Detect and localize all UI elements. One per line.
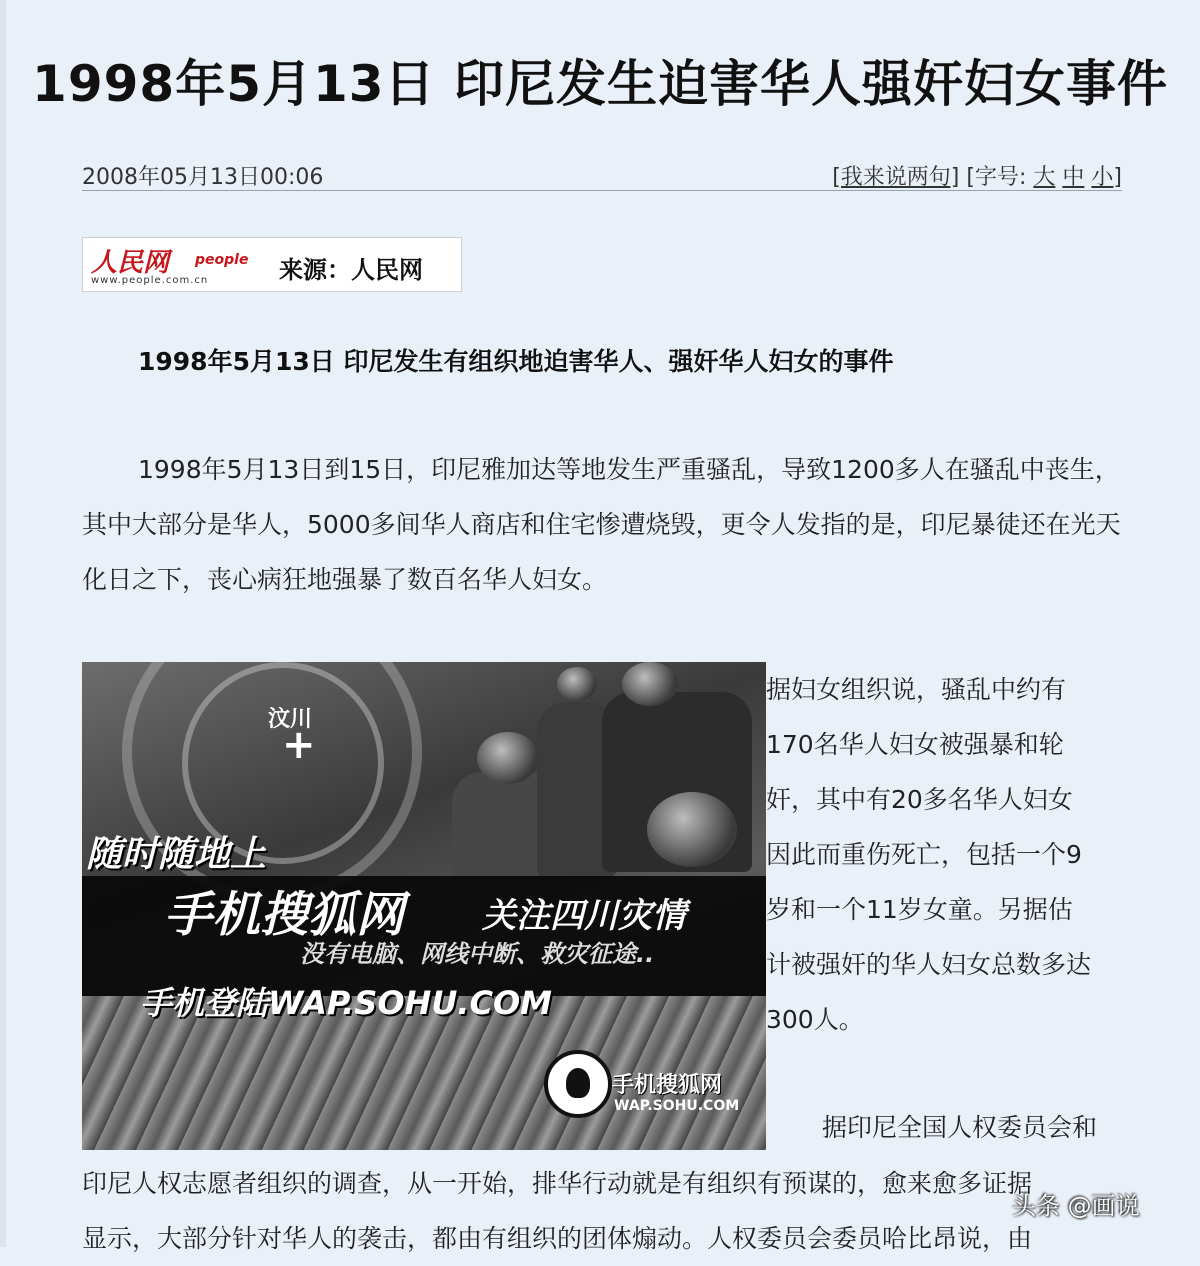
people-logo-url: www.people.com.cn: [91, 275, 209, 286]
paragraph-2-line: 据妇女组织说，骚乱中约有: [766, 675, 1067, 704]
paragraph-1-text: 1998年5月13日到15日，印尼雅加达等地发生严重骚乱，导致1200多人在骚乱中丧生，其中大部分是华人，5000多间华人商店和住宅惨遭烧毁，更令人发指的是，印尼暴徒还在光天化日之下，丧心病狂地强暴了数百名华人妇女。: [82, 455, 1121, 594]
source-box: [82, 237, 462, 292]
paragraph-2: [766, 662, 1126, 1047]
paragraph-3-start: 据印尼全国人权委员会和: [822, 1113, 1098, 1142]
photo-mark-url: WAP.SOHU.COM: [614, 1098, 740, 1114]
font-size-label: [字号:: [966, 165, 1027, 190]
photo-slogan-2: 手机搜狐网: [164, 887, 405, 943]
paragraph-2-line: 奸，其中有20多名华人妇女: [766, 785, 1073, 814]
font-medium-link[interactable]: 中: [1062, 165, 1085, 190]
page-edge: [0, 0, 6, 1247]
source-label: 来源：人民网: [279, 256, 423, 284]
font-small-link[interactable]: 小: [1091, 165, 1114, 190]
paragraph-2-line: 170名华人妇女被强暴和轮: [766, 730, 1064, 759]
sohu-fox-icon: [544, 1050, 612, 1118]
paragraph-3-line: 印尼人权志愿者组织的调查，从一开始，排华行动就是有组织有预谋的，愈来愈多证据: [82, 1169, 1033, 1198]
helmet-shape: [477, 732, 539, 784]
photo-slogan-5: 手机登陆WAP.SOHU.COM: [140, 984, 552, 1022]
paragraph-2-line: 岁和一个11岁女童。另据估: [766, 895, 1073, 924]
font-large-link[interactable]: 大: [1033, 165, 1056, 190]
paragraph-3-continued: [82, 1156, 1132, 1266]
location-cross-icon: +: [282, 722, 316, 768]
article-tools: [832, 160, 1122, 191]
article-photo: [82, 662, 766, 1150]
toutiao-watermark: 头条 @画说: [1012, 1192, 1140, 1220]
publish-date: 2008年05月13日00:06: [82, 165, 324, 190]
helmet-shape: [622, 662, 678, 706]
photo-mark-name: 手机搜狐网: [612, 1073, 723, 1098]
article-subtitle: 1998年5月13日 印尼发生有组织地迫害华人、强奸华人妇女的事件: [138, 347, 894, 376]
photo-slogan-4: 没有电脑、网线中断、救灾征途..: [300, 940, 655, 968]
meta-row: [82, 160, 1122, 191]
people-logo-word: people: [195, 252, 249, 268]
paragraph-3-line: 显示，大部分针对华人的袭击，都由有组织的团体煽动。人权委员会委员哈比昂说，由: [82, 1224, 1033, 1253]
paragraph-2-line: 300人。: [766, 1005, 864, 1034]
helmet-shape: [557, 667, 597, 701]
page-title: 1998年5月13日 印尼发生迫害华人强奸妇女事件: [32, 55, 1168, 113]
photo-location-label: 汶川: [268, 707, 313, 732]
bracket-close: ]: [1113, 165, 1122, 190]
helmet-shape: [647, 792, 737, 867]
photo-slogan-1: 随时随地上: [86, 834, 267, 875]
people-daily-logo: 人民网: [91, 248, 170, 278]
paragraph-2-line: 因此而重伤死亡，包括一个9: [766, 840, 1082, 869]
paragraph-1: [82, 442, 1122, 607]
photo-slogan-3: 关注四川灾情: [482, 896, 686, 936]
comment-link[interactable]: [我来说两句]: [832, 165, 960, 190]
paragraph-2-line: 计被强奸的华人妇女总数多达: [766, 950, 1092, 979]
